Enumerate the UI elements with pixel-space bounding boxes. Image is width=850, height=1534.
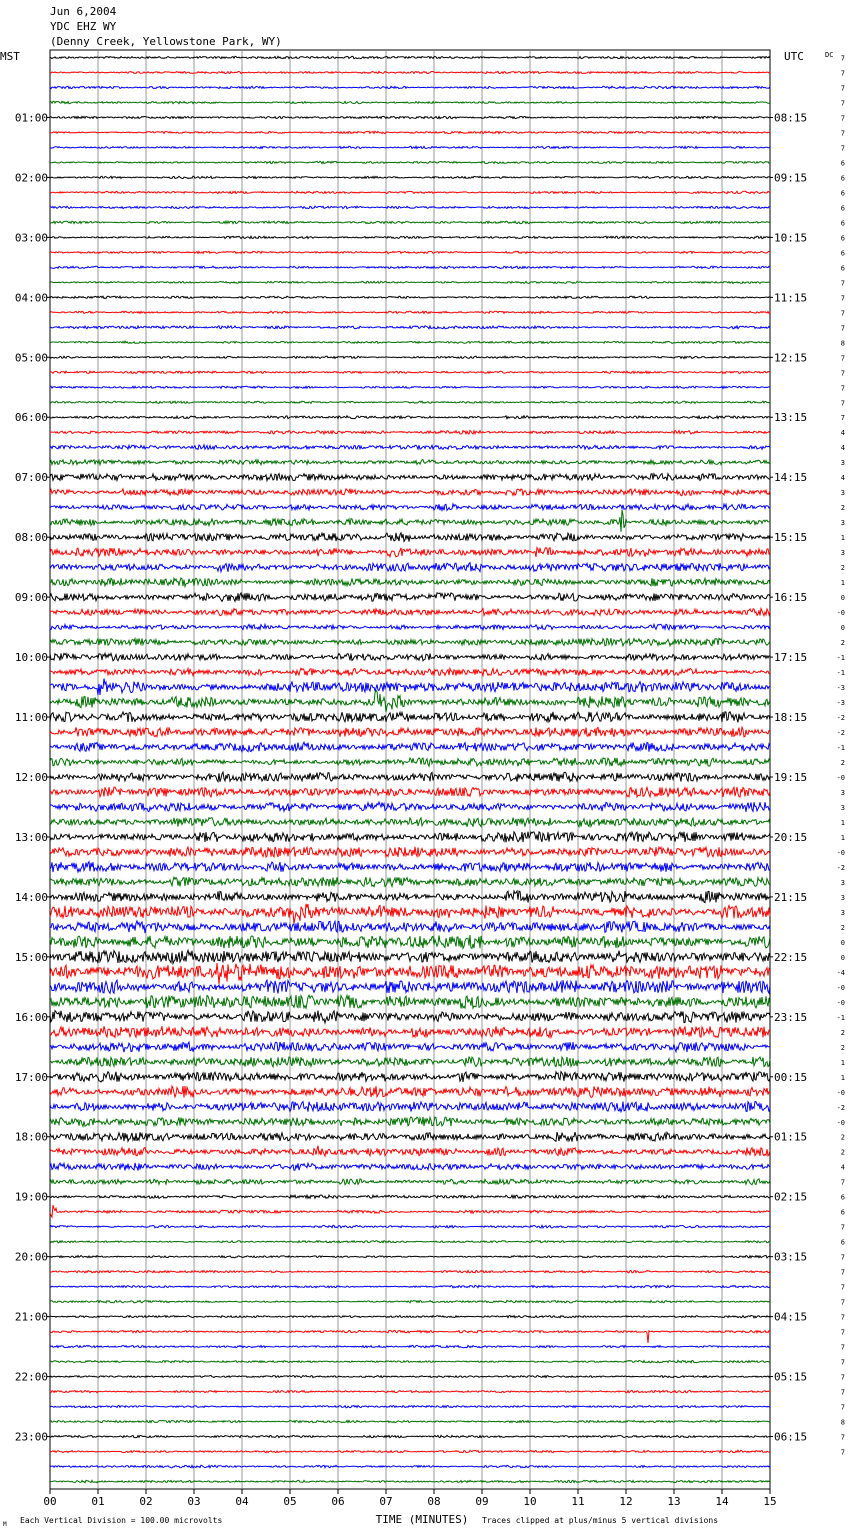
trace-row-20 (50, 356, 770, 358)
utc-hour-label: 16:15 (774, 591, 808, 605)
dc-offset-label: 6 (840, 174, 845, 183)
dc-offset-label: -2 (836, 1103, 845, 1112)
utc-hour-label: 13:15 (774, 411, 808, 425)
dc-offset-label: 7 (840, 144, 845, 153)
dc-offset-label: 6 (840, 249, 845, 258)
plot-frame (50, 50, 770, 1489)
utc-hour-label: 23:15 (774, 1010, 808, 1024)
x-tick-label: 03 (187, 1495, 201, 1508)
dc-offset-label: 1 (840, 833, 845, 842)
trace-row-9 (50, 191, 770, 193)
dc-title: DC (825, 51, 834, 59)
trace-row-5 (50, 131, 770, 133)
trace-row-15 (50, 281, 770, 283)
trace-row-77 (50, 1205, 770, 1217)
dc-offset-label: 6 (840, 1193, 845, 1202)
trace-row-44 (50, 712, 770, 723)
trace-row-37 (50, 609, 770, 616)
trace-row-14 (50, 266, 770, 268)
trace-row-18 (50, 326, 770, 329)
dc-offset-label: 0 (840, 594, 845, 603)
trace-row-91 (50, 1420, 770, 1422)
dc-offset-label: 1 (840, 579, 845, 588)
mst-hour-label: 17:00 (14, 1070, 48, 1084)
dc-offset-label: 7 (840, 1433, 845, 1442)
trace-row-8 (50, 176, 770, 178)
dc-offset-label: 4 (840, 1163, 845, 1172)
utc-hour-label: 00:15 (774, 1070, 808, 1084)
x-tick-label: 11 (571, 1495, 585, 1508)
dc-offset-label: 3 (840, 519, 845, 528)
x-axis-title: TIME (MINUTES) (375, 1513, 469, 1526)
chart-location: (Denny Creek, Yellowstone Park, WY) (50, 35, 282, 48)
dc-offset-label: 8 (840, 1418, 845, 1427)
dc-offset-label: 2 (840, 1148, 845, 1157)
trace-row-76 (50, 1195, 770, 1198)
trace-row-47 (50, 758, 770, 766)
dc-offset-label: 6 (840, 159, 845, 168)
x-tick-label: 02 (139, 1495, 153, 1508)
dc-offset-label: 2 (840, 1028, 845, 1037)
x-tick-label: 04 (235, 1495, 249, 1508)
dc-offset-label: 7 (840, 414, 845, 423)
utc-hour-label: 14:15 (774, 471, 808, 485)
dc-offset-label: 1 (840, 1058, 845, 1067)
plot-grid (50, 50, 770, 1489)
dc-offset-label: 7 (840, 1448, 845, 1457)
utc-hour-label: 06:15 (774, 1430, 808, 1444)
trace-row-57 (50, 904, 770, 924)
utc-hour-label: 08:15 (774, 111, 808, 125)
mst-hour-label: 02:00 (14, 171, 48, 185)
dc-offset-label: 7 (840, 1283, 845, 1292)
mst-hour-label: 19:00 (14, 1190, 48, 1204)
mst-hour-label: 09:00 (14, 591, 48, 605)
mst-hour-label: 08:00 (14, 531, 48, 545)
dc-offset-label: 2 (840, 504, 845, 513)
left-axis-title: MST (0, 50, 20, 63)
trace-row-82 (50, 1285, 770, 1287)
dc-offset-label: 7 (840, 1313, 845, 1322)
dc-offset-label: -0 (836, 1088, 845, 1097)
trace-row-61 (50, 963, 770, 984)
dc-offset-label: 7 (840, 399, 845, 408)
mst-hour-label: 23:00 (14, 1430, 48, 1444)
dc-offset-label: 7 (840, 1253, 845, 1262)
dc-offset-label: 3 (840, 459, 845, 468)
trace-row-89 (50, 1390, 770, 1392)
trace-row-50 (50, 802, 770, 812)
trace-row-81 (50, 1270, 770, 1272)
x-tick-label: 00 (43, 1495, 57, 1508)
dc-offset-label: 7 (840, 1223, 845, 1232)
mst-hour-label: 21:00 (14, 1310, 48, 1324)
trace-row-29 (50, 489, 770, 496)
dc-offset-label: 6 (840, 234, 845, 243)
dc-offset-label: -0 (836, 609, 845, 618)
dc-offset-label: 6 (840, 264, 845, 273)
dc-offset-label: -1 (836, 669, 845, 678)
trace-row-46 (50, 742, 770, 752)
dc-offset-label: 1 (840, 1073, 845, 1082)
trace-row-33 (50, 547, 770, 557)
trace-row-60 (50, 950, 770, 963)
dc-offset-label: 4 (840, 474, 845, 483)
trace-row-11 (50, 221, 770, 224)
dc-offset-label: 2 (840, 1133, 845, 1142)
trace-row-65 (50, 1026, 770, 1037)
dc-offset-label: 7 (840, 279, 845, 288)
trace-row-69 (50, 1086, 770, 1097)
dc-offset-label: 7 (840, 129, 845, 138)
trace-row-31 (50, 510, 770, 532)
dc-offset-label: -2 (836, 729, 845, 738)
trace-row-67 (50, 1057, 770, 1067)
mst-hour-label: 16:00 (14, 1010, 48, 1024)
right-axis-title: UTC (784, 50, 804, 63)
trace-row-95 (50, 1480, 770, 1482)
trace-row-30 (50, 504, 770, 511)
trace-row-17 (50, 311, 770, 313)
dc-offset-label: 7 (840, 69, 845, 78)
dc-offset-label: 7 (840, 114, 845, 123)
dc-offset-label: 3 (840, 878, 845, 887)
trace-row-40 (50, 653, 770, 661)
mst-hour-label: 01:00 (14, 111, 48, 125)
utc-hour-label: 12:15 (774, 351, 808, 365)
dc-offset-label: 7 (840, 384, 845, 393)
trace-row-70 (50, 1102, 770, 1112)
utc-hour-label: 03:15 (774, 1250, 808, 1264)
trace-row-21 (50, 371, 770, 373)
dc-offset-label: 6 (840, 1238, 845, 1247)
dc-offset-label: 3 (840, 908, 845, 917)
footer-mark: M (3, 1521, 7, 1528)
dc-offset-label: 7 (840, 1403, 845, 1412)
dc-offset-label: -2 (836, 714, 845, 723)
dc-offset-label: -0 (836, 998, 845, 1007)
trace-row-74 (50, 1163, 770, 1171)
trace-row-34 (50, 563, 770, 572)
dc-offset-label: 7 (840, 1358, 845, 1367)
trace-row-48 (50, 772, 770, 782)
dc-offset-label: 6 (840, 1208, 845, 1217)
dc-offset-label: -0 (836, 1118, 845, 1127)
trace-row-45 (50, 727, 770, 737)
mst-hour-label: 14:00 (14, 890, 48, 904)
utc-hour-label: 22:15 (774, 950, 808, 964)
trace-row-26 (50, 445, 770, 450)
trace-row-85 (50, 1330, 770, 1343)
trace-row-7 (50, 161, 770, 163)
trace-row-94 (50, 1465, 770, 1467)
dc-offset-label: 0 (840, 938, 845, 947)
mst-hour-label: 20:00 (14, 1250, 48, 1264)
mst-hour-label: 22:00 (14, 1370, 48, 1384)
trace-row-78 (50, 1225, 770, 1228)
dc-offset-label: 7 (840, 1373, 845, 1382)
trace-row-59 (50, 935, 770, 948)
utc-hour-label: 19:15 (774, 770, 808, 784)
utc-hour-label: 01:15 (774, 1130, 808, 1144)
dc-offset-label: 6 (840, 204, 845, 213)
dc-offset-label: 7 (840, 99, 845, 108)
dc-offset-label: 1 (840, 534, 845, 543)
dc-offset-label: -0 (836, 773, 845, 782)
dc-offset-label: -1 (836, 744, 845, 753)
utc-hour-label: 04:15 (774, 1310, 808, 1324)
trace-row-22 (50, 386, 770, 388)
trace-row-75 (50, 1179, 770, 1185)
trace-row-0 (50, 56, 770, 58)
dc-offset-label: 4 (840, 429, 845, 438)
mst-hour-label: 11:00 (14, 711, 48, 725)
trace-row-39 (50, 638, 770, 646)
trace-row-35 (50, 578, 770, 586)
x-tick-label: 12 (619, 1495, 633, 1508)
utc-hour-label: 21:15 (774, 890, 808, 904)
trace-row-38 (50, 624, 770, 629)
dc-offset-label: 2 (840, 564, 845, 573)
trace-row-23 (50, 401, 770, 403)
dc-offset-label: 7 (840, 54, 845, 63)
trace-row-51 (50, 818, 770, 827)
dc-offset-label: 7 (840, 1328, 845, 1337)
dc-offset-label: 7 (840, 84, 845, 93)
mst-hour-label: 12:00 (14, 770, 48, 784)
trace-row-90 (50, 1406, 770, 1408)
x-tick-label: 06 (331, 1495, 345, 1508)
x-tick-label: 07 (379, 1495, 393, 1508)
dc-offset-label: 2 (840, 1043, 845, 1052)
mst-hour-label: 07:00 (14, 471, 48, 485)
dc-offset-label: 7 (840, 1388, 845, 1397)
mst-hour-label: 18:00 (14, 1130, 48, 1144)
dc-offset-label: 3 (840, 788, 845, 797)
trace-row-27 (50, 460, 770, 465)
trace-row-36 (50, 593, 770, 602)
trace-row-28 (50, 474, 770, 481)
trace-row-73 (50, 1146, 770, 1156)
dc-offset-label: -3 (836, 684, 845, 693)
x-tick-label: 01 (91, 1495, 105, 1508)
trace-row-6 (50, 146, 770, 148)
dc-offset-label: 3 (840, 803, 845, 812)
trace-row-1 (50, 71, 770, 73)
dc-offset-label: 3 (840, 893, 845, 902)
trace-row-71 (50, 1117, 770, 1127)
dc-offset-label: 7 (840, 294, 845, 303)
trace-row-86 (50, 1345, 770, 1347)
trace-row-56 (50, 891, 770, 903)
dc-offset-label: 7 (840, 1343, 845, 1352)
trace-row-49 (50, 787, 770, 797)
seismic-traces (50, 56, 770, 1482)
x-tick-label: 09 (475, 1495, 489, 1508)
utc-hour-label: 10:15 (774, 231, 808, 245)
dc-offset-label: 7 (840, 1268, 845, 1277)
utc-hour-label: 02:15 (774, 1190, 808, 1204)
trace-row-19 (50, 341, 770, 343)
trace-row-52 (50, 832, 770, 843)
trace-row-83 (50, 1300, 770, 1302)
dc-offset-label: -2 (836, 863, 845, 872)
dc-offset-label: -4 (836, 968, 845, 977)
trace-row-4 (50, 116, 770, 118)
mst-hour-label: 03:00 (14, 231, 48, 245)
trace-row-92 (50, 1435, 770, 1437)
trace-row-64 (50, 1011, 770, 1023)
trace-row-25 (50, 431, 770, 435)
dc-offset-label: 2 (840, 923, 845, 932)
axis-labels (0, 50, 845, 1528)
trace-row-2 (50, 86, 770, 88)
mst-hour-label: 05:00 (14, 351, 48, 365)
dc-offset-label: 7 (840, 354, 845, 363)
trace-row-88 (50, 1376, 770, 1378)
trace-row-16 (50, 296, 770, 298)
trace-row-32 (50, 533, 770, 542)
x-tick-label: 14 (715, 1495, 729, 1508)
scale-note: Each Vertical Division = 100.00 microvolts (20, 1516, 223, 1525)
trace-row-62 (50, 980, 770, 993)
dc-offset-label: 6 (840, 219, 845, 228)
trace-row-80 (50, 1255, 770, 1258)
dc-offset-label: -0 (836, 983, 845, 992)
utc-hour-label: 20:15 (774, 830, 808, 844)
mst-hour-label: 13:00 (14, 830, 48, 844)
chart-date: Jun 6,2004 (50, 5, 117, 18)
utc-hour-label: 09:15 (774, 171, 808, 185)
dc-offset-label: -1 (836, 654, 845, 663)
x-tick-label: 05 (283, 1495, 297, 1508)
trace-row-53 (50, 847, 770, 857)
trace-row-54 (50, 862, 770, 872)
utc-hour-label: 17:15 (774, 651, 808, 665)
trace-row-3 (50, 101, 770, 103)
trace-row-68 (50, 1072, 770, 1082)
dc-offset-label: 3 (840, 549, 845, 558)
utc-hour-label: 05:15 (774, 1370, 808, 1384)
x-tick-label: 08 (427, 1495, 441, 1508)
dc-offset-label: 7 (840, 1298, 845, 1307)
trace-row-79 (50, 1241, 770, 1243)
chart-station: YDC EHZ WY (50, 20, 117, 33)
dc-offset-label: -3 (836, 699, 845, 708)
x-tick-label: 15 (763, 1495, 777, 1508)
trace-row-93 (50, 1450, 770, 1452)
trace-row-42 (50, 679, 770, 696)
trace-row-87 (50, 1360, 770, 1362)
utc-hour-label: 18:15 (774, 711, 808, 725)
clip-note: Traces clipped at plus/minus 5 vertical divisions (482, 1516, 719, 1525)
dc-offset-label: 3 (840, 489, 845, 498)
dc-offset-label: 2 (840, 759, 845, 768)
trace-row-41 (50, 668, 770, 675)
x-tick-label: 13 (667, 1495, 681, 1508)
dc-offset-label: 4 (840, 444, 845, 453)
trace-row-63 (50, 995, 770, 1008)
utc-hour-label: 11:15 (774, 291, 808, 305)
trace-row-72 (50, 1132, 770, 1142)
mst-hour-label: 15:00 (14, 950, 48, 964)
dc-offset-label: 1 (840, 818, 845, 827)
dc-offset-label: -1 (836, 1013, 845, 1022)
dc-offset-label: 0 (840, 953, 845, 962)
mst-hour-label: 10:00 (14, 651, 48, 665)
x-tick-label: 10 (523, 1495, 537, 1508)
trace-row-43 (50, 690, 770, 712)
mst-hour-label: 06:00 (14, 411, 48, 425)
dc-offset-label: 7 (840, 309, 845, 318)
utc-hour-label: 15:15 (774, 531, 808, 545)
dc-offset-label: 8 (840, 339, 845, 348)
dc-offset-label: 6 (840, 189, 845, 198)
dc-offset-label: 0 (840, 624, 845, 633)
trace-row-24 (50, 416, 770, 419)
trace-row-84 (50, 1315, 770, 1317)
dc-offset-label: -0 (836, 848, 845, 857)
trace-row-12 (50, 236, 770, 238)
mst-hour-label: 04:00 (14, 291, 48, 305)
trace-row-10 (50, 206, 770, 208)
dc-offset-label: 2 (840, 639, 845, 648)
trace-row-58 (50, 921, 770, 933)
trace-row-13 (50, 251, 770, 253)
trace-row-55 (50, 877, 770, 887)
dc-offset-label: 7 (840, 324, 845, 333)
dc-offset-label: 7 (840, 369, 845, 378)
trace-row-66 (50, 1042, 770, 1052)
dc-offset-label: 7 (840, 1178, 845, 1187)
